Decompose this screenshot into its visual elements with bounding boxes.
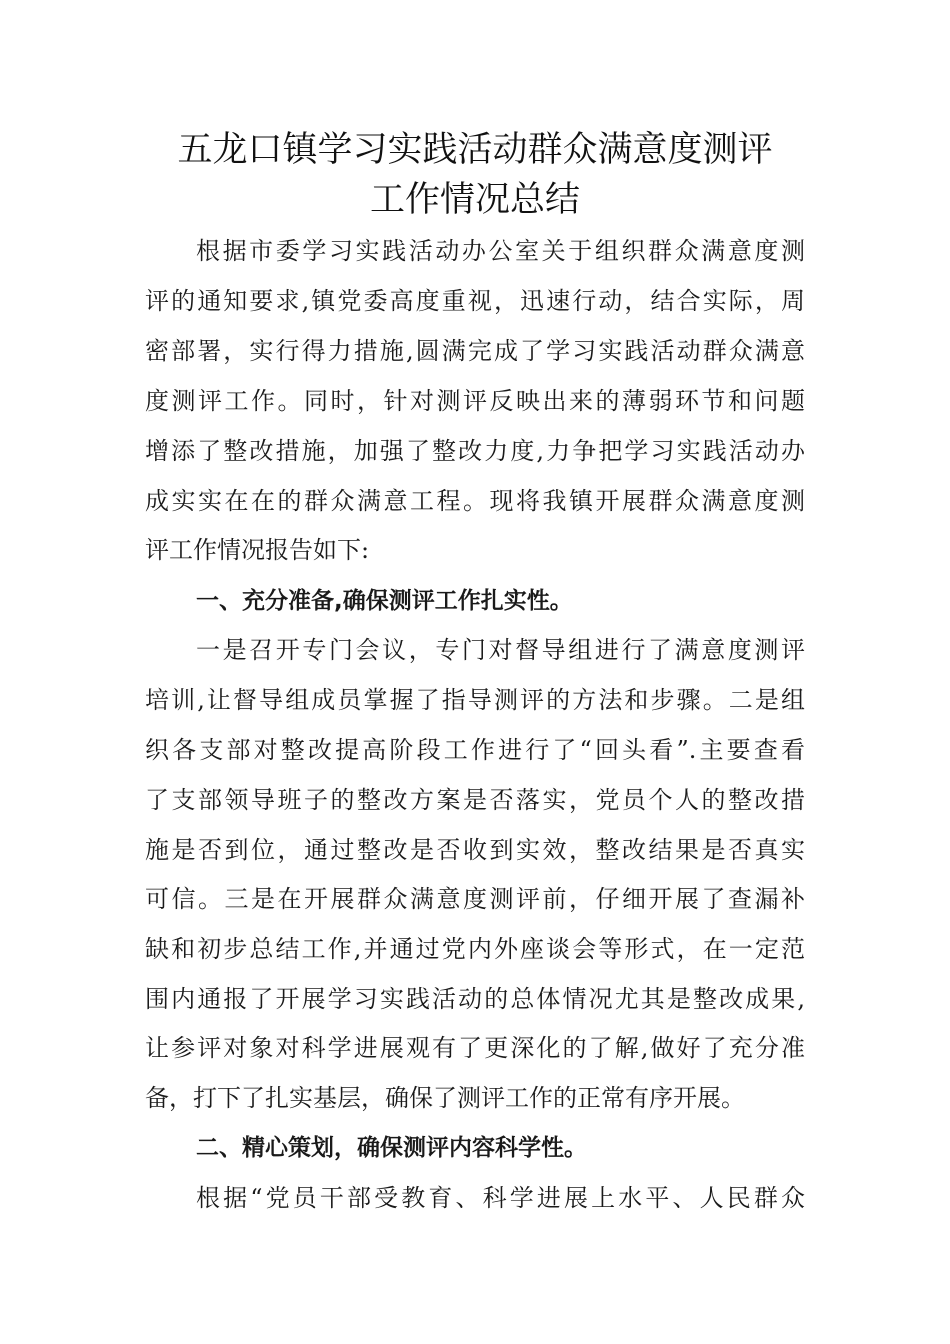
paragraph-line: 可信。三是在开展群众满意度测评前，仔细开展了查漏补 xyxy=(145,885,805,913)
paragraph-line: 施是否到位，通过整改是否收到实效，整改结果是否真实 xyxy=(145,836,805,864)
document-title-line-2: 工作情况总结 xyxy=(369,180,580,220)
paragraph-line: 一是召开专门会议，专门对督导组进行了满意度测评 xyxy=(196,636,805,664)
paragraph-line: 根据“党员干部受教育、科学进展上水平、人民群众 xyxy=(196,1184,805,1212)
section-heading: 一、充分准备,确保测评工作扎实性。 xyxy=(196,588,573,614)
paragraph-line: 成实实在在的群众满意工程。现将我镇开展群众满意度测 xyxy=(145,487,805,515)
document-title-line-1: 五龙口镇学习实践活动群众满意度测评 xyxy=(177,130,773,170)
paragraph-line: 根据市委学习实践活动办公室关于组织群众满意度测 xyxy=(196,237,805,265)
paragraph-line: 评工作情况报告如下: xyxy=(145,536,370,564)
paragraph-line: 密部署，实行得力措施,圆满完成了学习实践活动群众满意 xyxy=(145,337,805,365)
paragraph-line: 织各支部对整改提高阶段工作进行了“回头看”.主要查看 xyxy=(145,736,805,764)
paragraph-line: 培训,让督导组成员掌握了指导测评的方法和步骤。二是组 xyxy=(145,686,805,714)
paragraph-line: 评的通知要求,镇党委高度重视，迅速行动，结合实际，周 xyxy=(145,287,805,315)
paragraph-line: 缺和初步总结工作,并通过党内外座谈会等形式，在一定范 xyxy=(145,935,805,963)
paragraph-line: 备，打下了扎实基层，确保了测评工作的正常有序开展。 xyxy=(145,1084,745,1112)
paragraph-line: 围内通报了开展学习实践活动的总体情况尤其是整改成果, xyxy=(145,985,805,1013)
paragraph-line: 了支部领导班子的整改方案是否落实，党员个人的整改措 xyxy=(145,786,805,814)
paragraph-line: 度测评工作。同时，针对测评反映出来的薄弱环节和问题 xyxy=(145,387,805,415)
section-heading: 二、精心策划，确保测评内容科学性。 xyxy=(196,1135,587,1161)
paragraph-line: 增添了整改措施，加强了整改力度,力争把学习实践活动办 xyxy=(145,437,805,465)
paragraph-line: 让参评对象对科学进展观有了更深化的了解,做好了充分准 xyxy=(145,1034,805,1062)
